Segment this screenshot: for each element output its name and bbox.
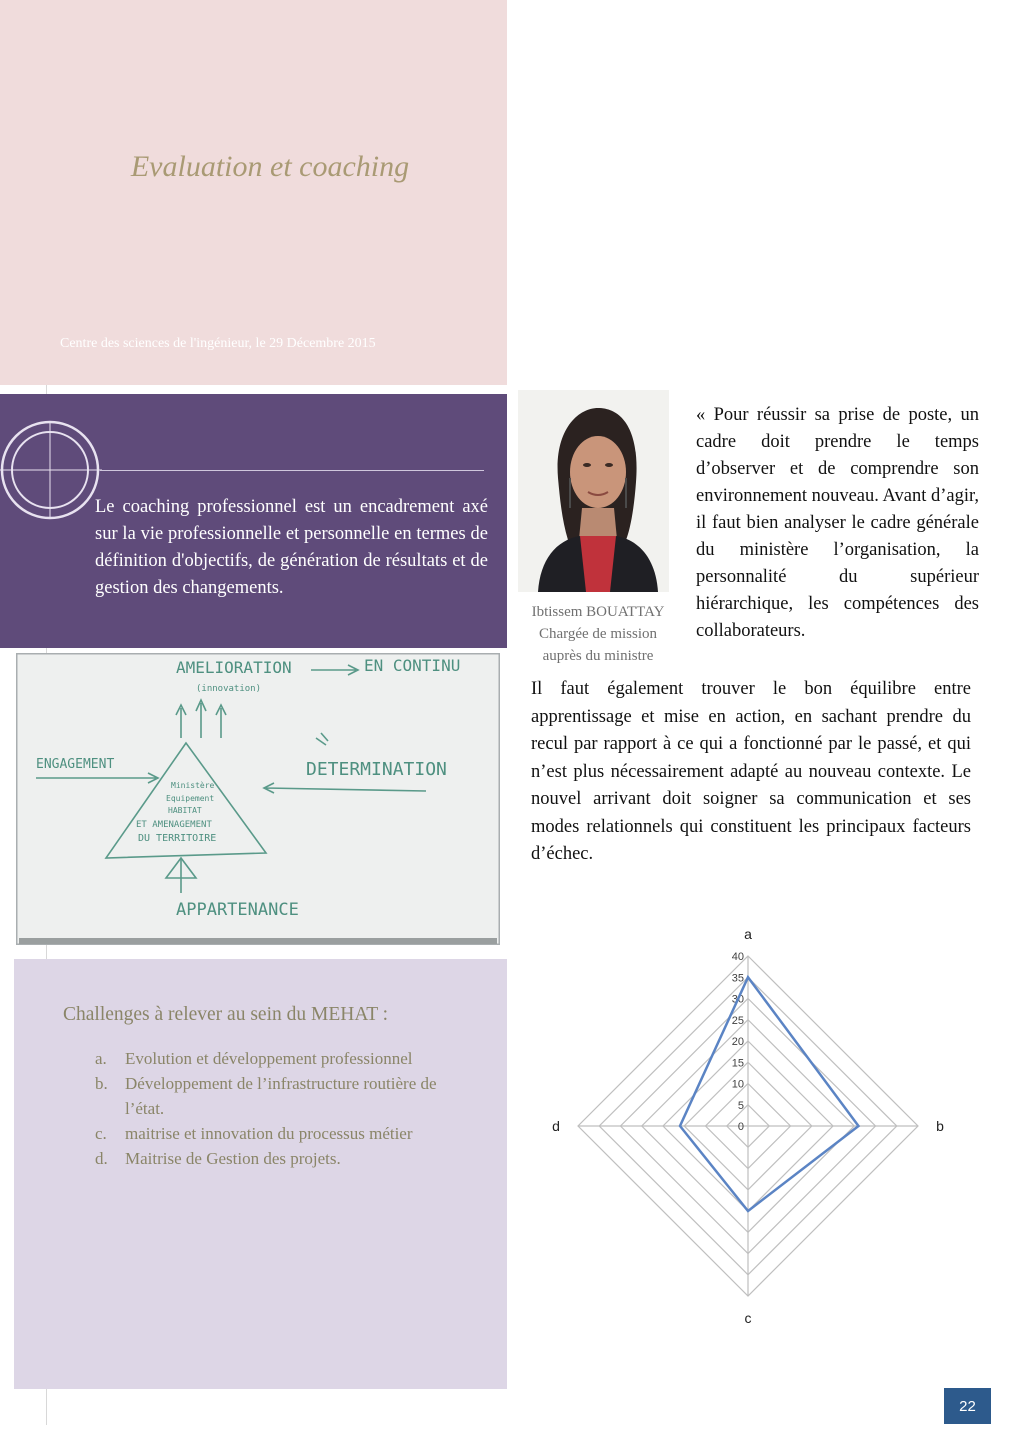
header-block [0,0,507,385]
wb-label-territoire: DU TERRITOIRE [138,833,217,844]
list-item [95,1146,465,1171]
radar-tick-label: 25 [731,1014,744,1027]
challenges-title: Challenges à relever au sein du MEHAT : [63,1004,389,1025]
challenges-list [95,1046,465,1171]
radar-tick-label: 15 [731,1057,744,1070]
radar-category-label-b: b [936,1118,944,1134]
radar-category-label-c: c [744,1310,752,1326]
list-item-text: Développement de l’infrastructure routière de l’état. [125,1074,437,1118]
wb-label-appartenance: APPARTENANCE [176,900,299,920]
radar-category-label-d: d [552,1118,560,1134]
body-paragraph: Il faut également trouver le bon équilibre entre apprentissage et mise en action, en sachant prendre du recul par rapport à ce qui a fonctionné par le passé, et qui n’est plus nécessairement adapté au nouveau contexte. Le nouvel arrivant doit soigner sa communication et ses modes relationnels qui constituent les principaux facteurs d’échec. [531,679,971,864]
radar-category-label-a: a [744,926,752,942]
radar-tick-label: 35 [731,972,744,985]
page-number: 22 [944,1388,991,1424]
page-title: Evaluation et coaching [130,150,410,183]
list-marker: c. [95,1124,107,1143]
list-item [95,1071,465,1121]
person-name: Ibtissem BOUATTAY [531,604,665,620]
radar-tick-label: 40 [731,951,744,963]
person-role-line1: Chargée de mission [538,626,658,642]
radar-tick-label: 5 [737,1099,744,1112]
list-item-text: Maitrise de Gestion des projets. [125,1149,341,1168]
portrait-photo [518,390,669,592]
decorative-circles-icon [0,418,110,528]
radar-tick-label: 30 [731,993,744,1006]
wb-label-ministere: Ministère [171,781,215,790]
list-marker: b. [95,1074,108,1093]
quote-text: « Pour réussir sa prise de poste, un cadre doit prendre le temps d’observer et de comprendre son environnement nouveau. Avant d’agir, il faut bien analyser le cadre générale du ministère l’organisation, la personnalité du supérieur hiérarchique, les compétences des collaborateurs. [696,405,980,641]
list-item-text: Evolution et développement professionnel [125,1049,413,1068]
intro-text: Le coaching professionnel est un encadrement axé sur la vie professionnelle et personnelle en termes de définition d'objectifs, de génération de résultats et de gestion des changements. [95,497,488,598]
whiteboard-image [16,653,500,945]
list-marker: a. [95,1049,107,1068]
header-caption: Centre des sciences de l'ingénieur, le 29 Décembre 2015 [60,336,376,351]
wb-label-en-continu: EN CONTINU [364,656,461,675]
list-item [95,1046,465,1071]
photo-caption [518,601,678,667]
wb-label-habitat: HABITAT [168,806,202,815]
list-item-text: maitrise et innovation du processus métier [125,1124,413,1143]
radar-tick-label: 0 [737,1121,744,1133]
intro-divider [100,470,484,471]
list-marker: d. [95,1149,108,1168]
wb-label-engagement: ENGAGEMENT [36,757,115,772]
wb-label-determination: DETERMINATION [306,759,447,780]
radar-tick-label: 10 [731,1078,744,1091]
list-item [95,1121,465,1146]
wb-label-innovation: (innovation) [196,684,262,694]
radar-series-line [680,977,859,1211]
wb-label-amenagement: ET AMENAGEMENT [136,820,212,830]
wb-label-equipement: Equipement [166,794,215,803]
person-role-line2: auprès du ministre [542,648,654,664]
radar-chart [550,920,970,1340]
wb-label-amelioration: AMELIORATION [176,658,292,677]
radar-tick-label: 20 [731,1036,744,1048]
